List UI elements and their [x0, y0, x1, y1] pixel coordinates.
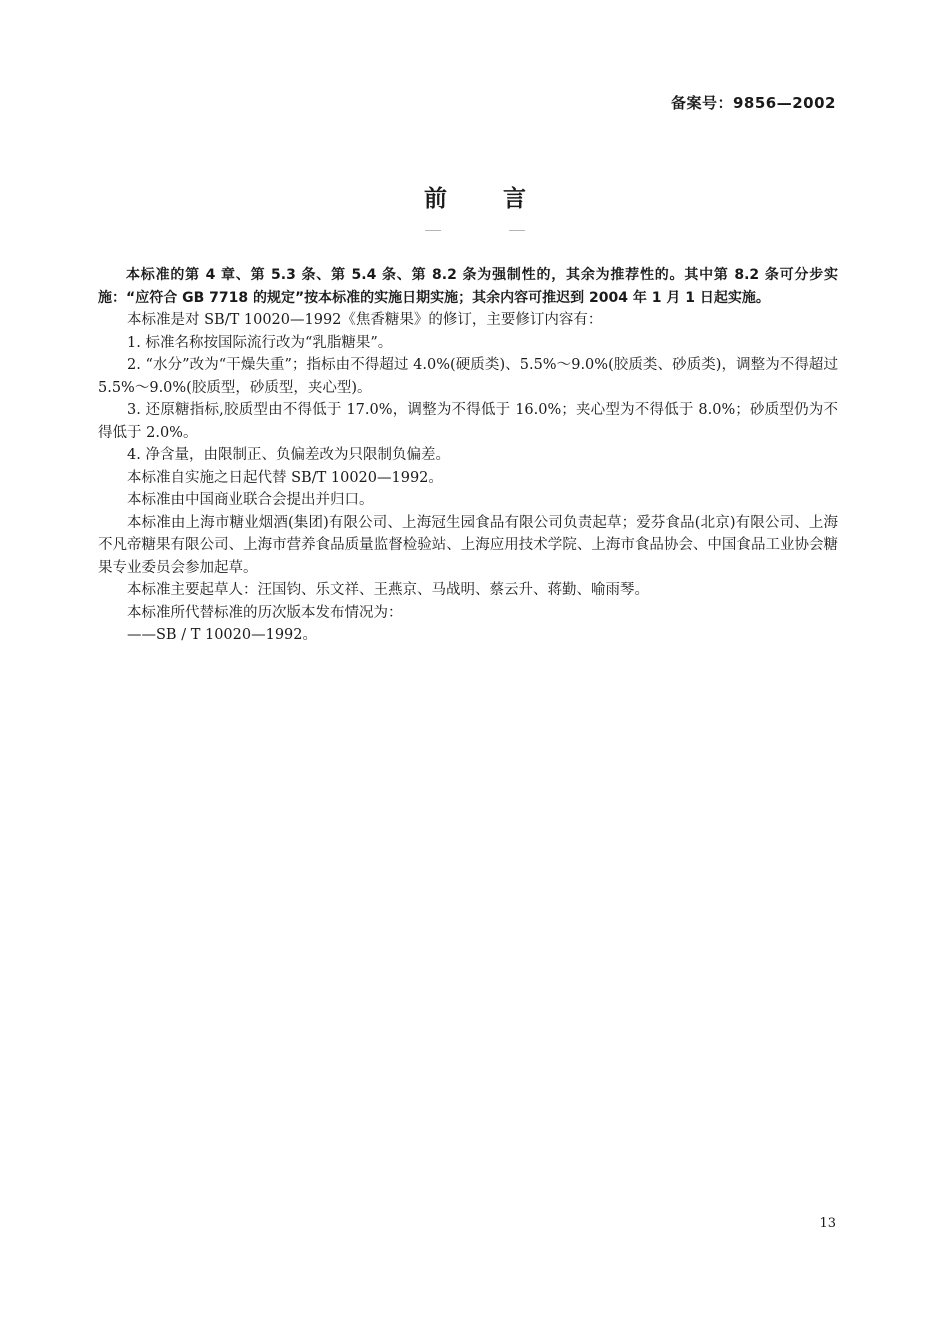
paragraph-proposer: 本标准由中国商业联合会提出并归口。 [127, 492, 374, 508]
foreword-body [98, 264, 838, 647]
paragraph-drafters: 本标准主要起草人：汪国钧、乐文祥、王燕京、马战明、蔡云升、蒋勤、喻雨琴。 [127, 582, 649, 598]
paragraph-history-intro: 本标准所代替标准的历次版本发布情况为： [127, 604, 403, 621]
paragraph-revision-item-4: 4. 净含量，由限制正、负偏差改为只限制负偏差。 [127, 447, 450, 463]
paragraph-revision-intro: 本标准是对 SB/T 10020—1992《焦香糖果》的修订，主要修订内容有： [127, 312, 603, 328]
paragraph-revision-item-2: 2. “水分”改为“干燥失重”；指标由不得超过 4.0%(硬质类)、5.5%～9.0%(胶质类、砂质类)，调整为不得超过 5.5%～9.0%(胶质型，砂质型，夹心型)。 [98, 357, 838, 396]
filing-number: 备案号：9856—2002 [671, 94, 836, 112]
paragraph-mandatory-clauses: 本标准的第 4 章、第 5.3 条、第 5.4 条、第 8.2 条为强制性的，其余为推荐性的。其中第 8.2 条可分步实施：“应符合 GB 7718 的规定”按本标准的实施日期实施；其余内容可推迟到 2004 年 1 月 1 日起实施。 [98, 267, 838, 306]
paragraph-replacement: 本标准自实施之日起代替 SB/T 10020—1992。 [127, 469, 443, 486]
paragraph-drafting-units: 本标准由上海市糖业烟酒(集团)有限公司、上海冠生园食品有限公司负责起草；爱芬食品(北京)有限公司、上海不凡帝糖果有限公司、上海市营养食品质量监督检验站、上海应用技术学院、上海市食品协会、中国食品工业协会糖果专业委员会参加起草。 [98, 514, 838, 576]
title-underline [0, 230, 950, 231]
paragraph-revision-item-1: 1. 标准名称按国际流行改为“乳脂糖果”。 [127, 334, 393, 351]
page-number: 13 [819, 1216, 836, 1231]
paragraph-history-item: ——SB / T 10020—1992。 [127, 627, 318, 643]
page-title: 前言 [424, 186, 582, 212]
paragraph-revision-item-3: 3. 还原糖指标,胶质型由不得低于 17.0%，调整为不得低于 16.0%；夹心型为不得低于 8.0%；砂质型仍为不得低于 2.0%。 [98, 402, 838, 441]
